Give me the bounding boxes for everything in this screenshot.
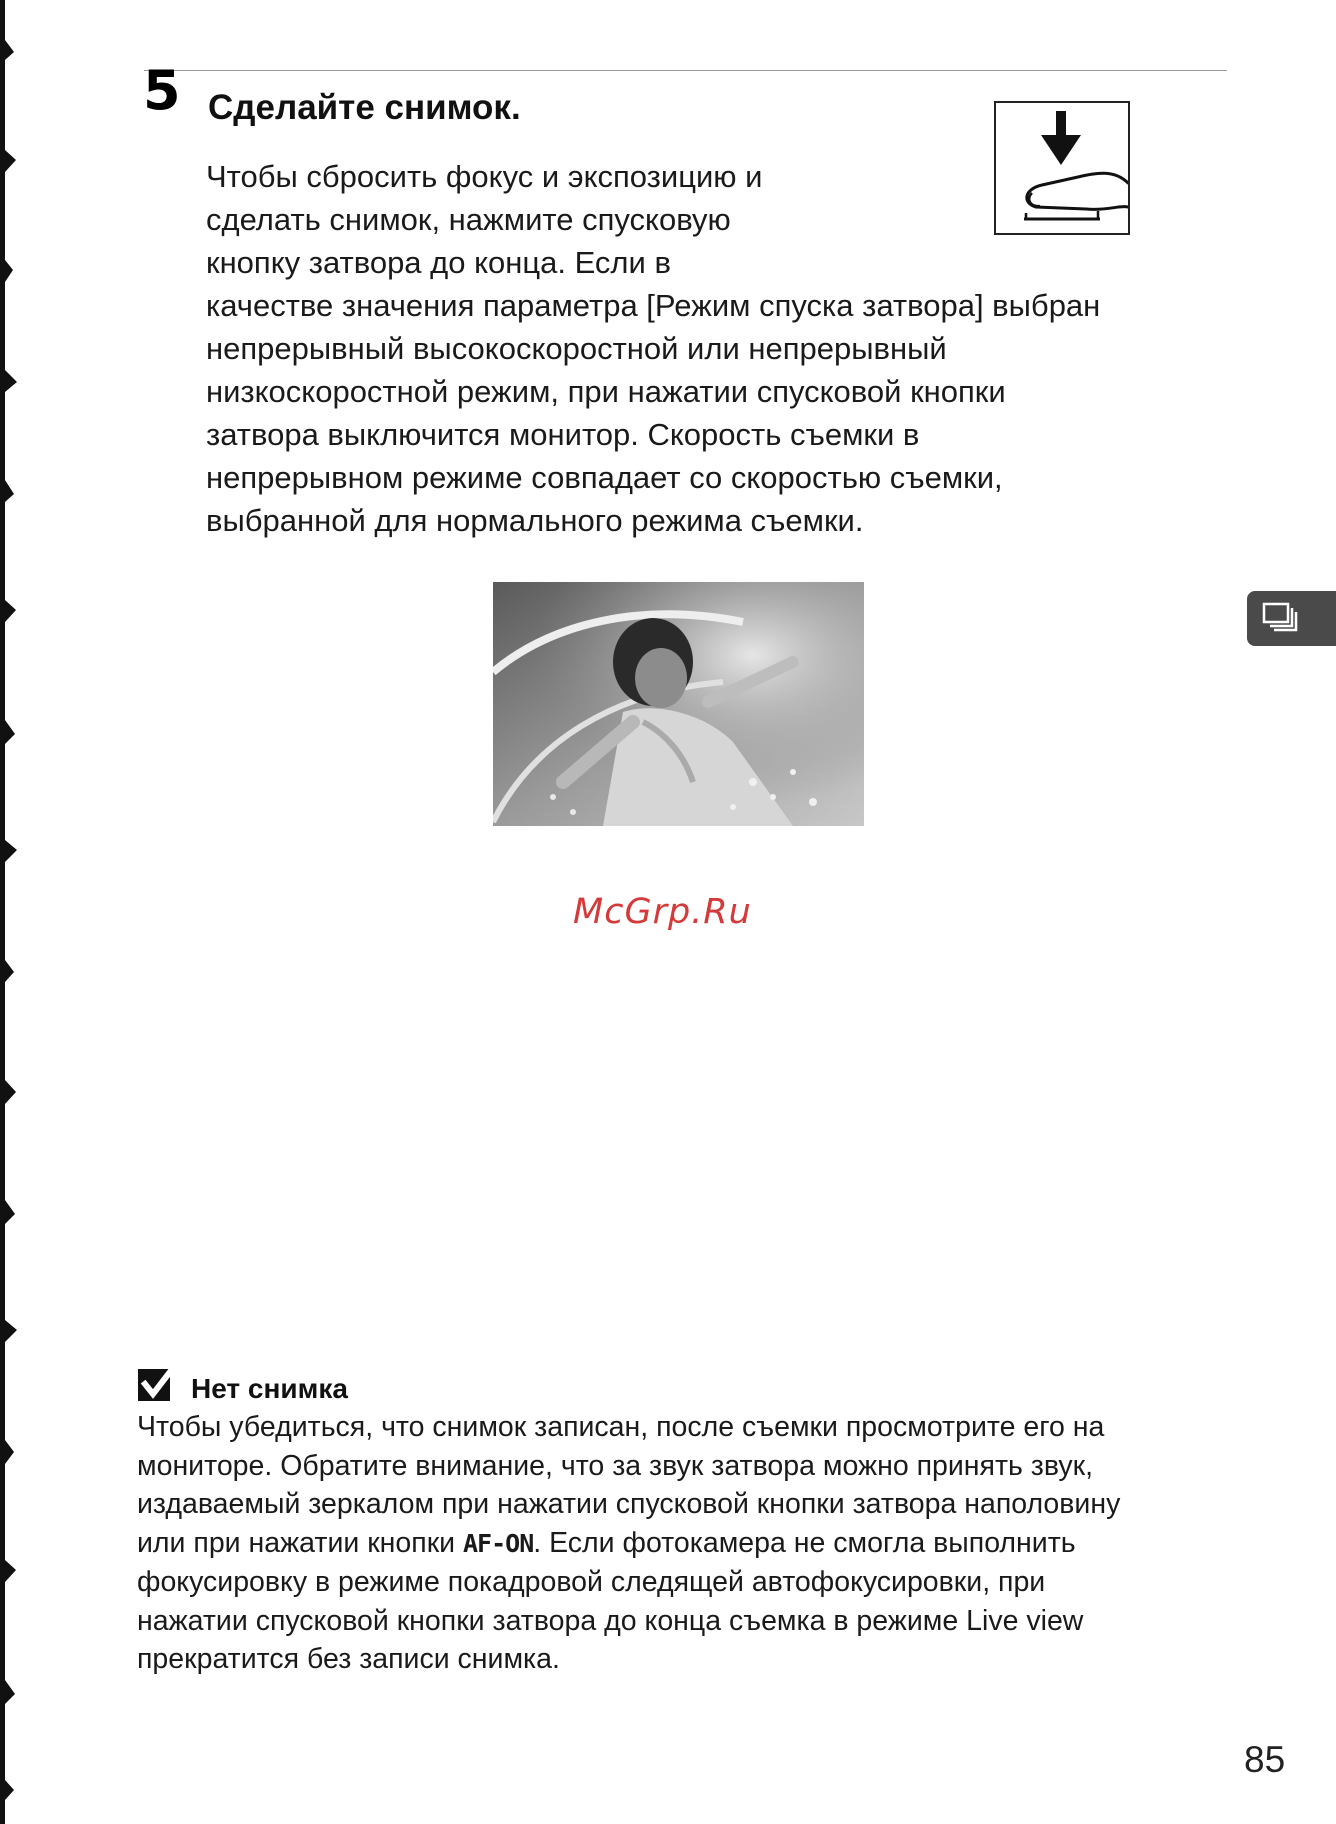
note-line: мониторе. Обратите внимание, что за звук затвора можно принять звук, (137, 1449, 1094, 1482)
note-line: нажатии спусковой кнопки затвора до конца съемка в режиме Live view (137, 1604, 1084, 1637)
page-number: 85 (1244, 1739, 1286, 1780)
note-line: Чтобы убедиться, что снимок записан, после съемки просмотрите его на (137, 1411, 1105, 1443)
step-body-line: сделать снимок, нажмите спусковую (206, 202, 731, 237)
sample-photo-art (493, 582, 864, 826)
note-line: фокусировку в режиме покадровой следящей автофокусировки, при (137, 1566, 1046, 1598)
note-title: Нет снимка (191, 1373, 348, 1404)
step-body-line: низкоскоростной режим, при нажатии спусковой кнопки (206, 374, 1006, 409)
check-note-icon (137, 1366, 177, 1404)
step-body-line: качестве значения параметра [Режим спуска затвора] выбран (206, 288, 1101, 323)
note-line (137, 1524, 1227, 1564)
step-body-line: непрерывном режиме совпадает со скоростью съемки, (206, 460, 1003, 495)
step-body-line: выбранной для нормального режима съемки. (206, 503, 864, 538)
live-view-tab (1247, 591, 1336, 646)
top-rule (144, 70, 1227, 71)
af-on-key-label: AF-ON (463, 1528, 534, 1558)
note-line-text: или при нажатии кнопки (137, 1526, 463, 1559)
watermark: McGrp.Ru (573, 892, 752, 932)
note-body (137, 1408, 1227, 1679)
step-body-line: непрерывный высокоскоростной или непрерывный (206, 331, 947, 366)
live-view-tab-icon (1261, 598, 1301, 638)
note-line-text: . Если фотокамера не смогла выполнить (533, 1526, 1076, 1559)
sample-photo (493, 582, 864, 826)
step-body (206, 155, 1226, 542)
step-body-line: затвора выключится монитор. Скорость съемки в (206, 417, 920, 452)
binding-edge (0, 0, 18, 1824)
note-line: издаваемый зеркалом при нажатии спусковой кнопки затвора наполовину (137, 1488, 1121, 1520)
step-body-line: кнопку затвора до конца. Если в (206, 245, 671, 280)
step-title: Сделайте снимок. (208, 88, 521, 127)
step-number: 5 (143, 59, 181, 122)
note-line: прекратится без записи снимка. (137, 1643, 560, 1675)
step-body-line: Чтобы сбросить фокус и экспозицию и (206, 159, 763, 194)
